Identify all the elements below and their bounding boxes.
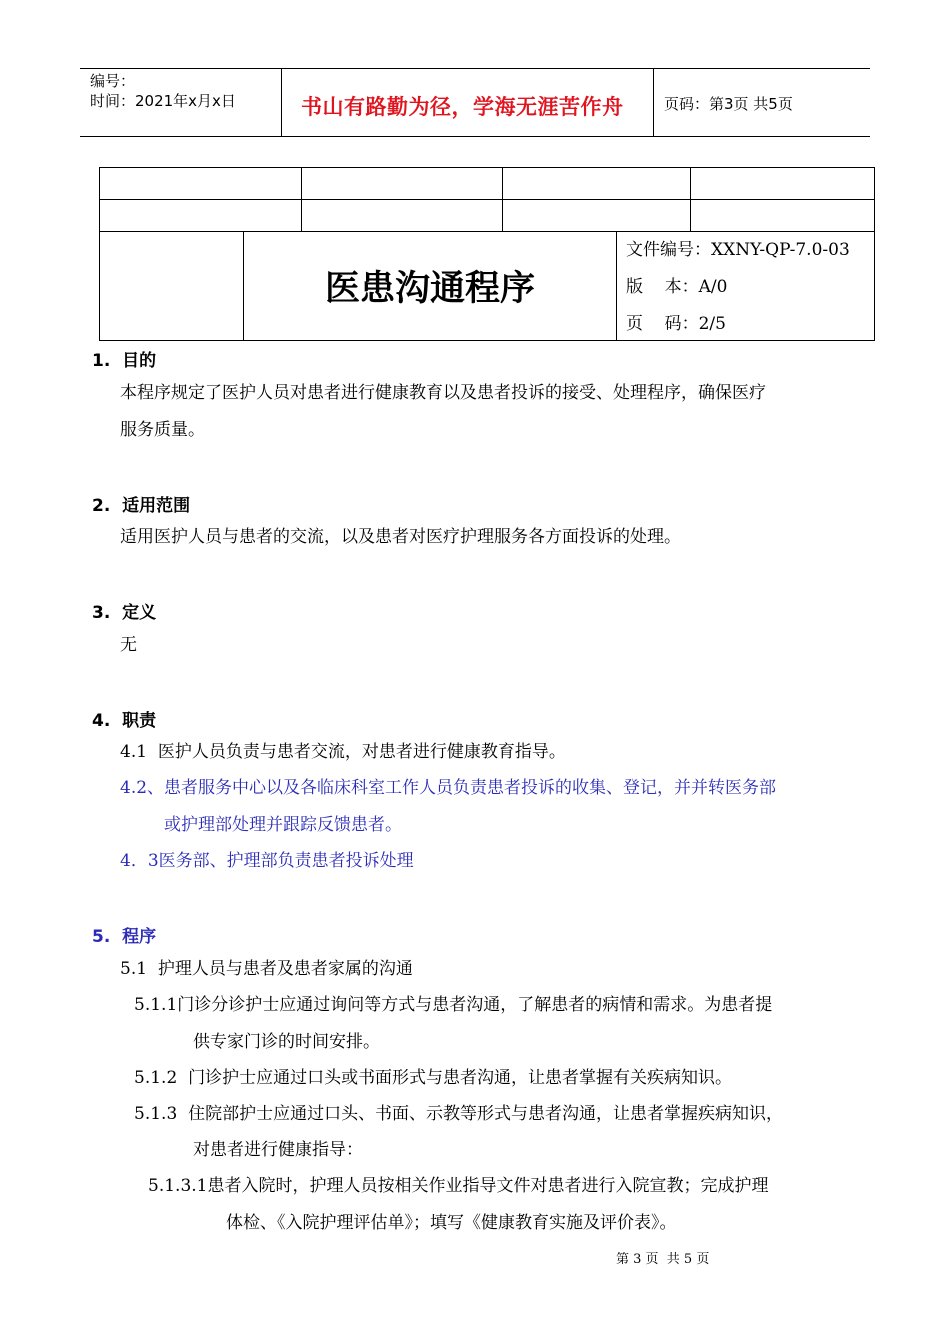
- section-5-1: 5.1 护理人员与患者及患者家属的沟通: [120, 959, 413, 979]
- page-footer: 第 3 页 共 5 页: [616, 1252, 710, 1267]
- section-1-text-line-2: 服务质量。: [120, 420, 205, 440]
- page-code: 页 码：2/5: [626, 314, 726, 334]
- section-5-1-3-line-2: 对患者进行健康指导：: [193, 1140, 363, 1160]
- revision-cell: [100, 168, 302, 200]
- section-2-text: 适用医护人员与患者的交流，以及患者对医疗护理服务各方面投诉的处理。: [120, 527, 681, 547]
- revision-cell: [691, 168, 875, 200]
- revision-cell: [302, 168, 503, 200]
- revision-cell: [503, 168, 691, 200]
- header-bottom-rule: [80, 136, 870, 137]
- document-title: 医患沟通程序: [324, 269, 535, 309]
- logo-cell: [100, 232, 244, 341]
- header-divider-right: [653, 68, 654, 136]
- file-number: 文件编号：XXNY-QP-7.0-03: [626, 240, 850, 260]
- section-5-1-1-line-2: 供专家门诊的时间安排。: [193, 1032, 380, 1052]
- section-5-1-1-line-1: 5.1.1门诊分诊护士应通过询问等方式与患者沟通，了解患者的病情和需求。为患者提: [134, 995, 773, 1015]
- section-5-1-3-1-line-1: 5.1.3.1患者入院时，护理人员按相关作业指导文件对患者进行入院宣教；完成护理: [148, 1176, 769, 1196]
- header-number-label: 编号：: [90, 72, 136, 90]
- revision-cell: [100, 200, 302, 232]
- revision-cell: [691, 200, 875, 232]
- meta-cell: [617, 232, 875, 341]
- section-4-item-2-line-2: 或护理部处理并跟踪反馈患者。: [164, 815, 402, 835]
- revision-cell: [302, 200, 503, 232]
- section-3-text: 无: [120, 635, 137, 655]
- header-page-info: 页码：第3页 共5页: [664, 95, 793, 113]
- section-4-item-1: 4.1 医护人员负责与患者交流，对患者进行健康教育指导。: [120, 742, 566, 762]
- section-5-1-2: 5.1.2 门诊护士应通过口头或书面形式与患者沟通，让患者掌握有关疾病知识。: [134, 1068, 733, 1088]
- section-1-text-line-1: 本程序规定了医护人员对患者进行健康教育以及患者投诉的接受、处理程序，确保医疗: [120, 383, 766, 403]
- version: 版 本：A/0: [626, 277, 728, 297]
- revision-cell: [503, 200, 691, 232]
- section-4-item-2-line-1: 4.2、患者服务中心以及各临床科室工作人员负责患者投诉的收集、登记，并并转医务部: [120, 778, 777, 798]
- section-4-item-3: 4．3医务部、护理部负责患者投诉处理: [120, 851, 414, 871]
- section-4-heading: 4. 职责: [92, 711, 157, 731]
- section-5-1-3-1-line-2: 体检、《入院护理评估单》；填写《健康教育实施及评价表》。: [226, 1213, 677, 1233]
- section-2-heading: 2. 适用范围: [92, 496, 191, 516]
- title-cell: [244, 232, 617, 341]
- header-top-rule: [80, 68, 870, 69]
- header-divider-left: [281, 68, 282, 136]
- document-title-table: [99, 231, 875, 341]
- section-5-1-3-line-1: 5.1.3 住院部护士应通过口头、书面、示教等形式与患者沟通，让患者掌握疾病知识，: [134, 1104, 784, 1124]
- section-3-heading: 3. 定义: [92, 603, 157, 623]
- header-motto: 书山有路勤为径，学海无涯苦作舟: [301, 95, 624, 119]
- section-1-heading: 1. 目的: [92, 351, 157, 371]
- revision-grid: [99, 167, 875, 232]
- section-5-heading: 5. 程序: [92, 927, 157, 947]
- header-time-label: 时间：2021年x月x日: [90, 92, 236, 110]
